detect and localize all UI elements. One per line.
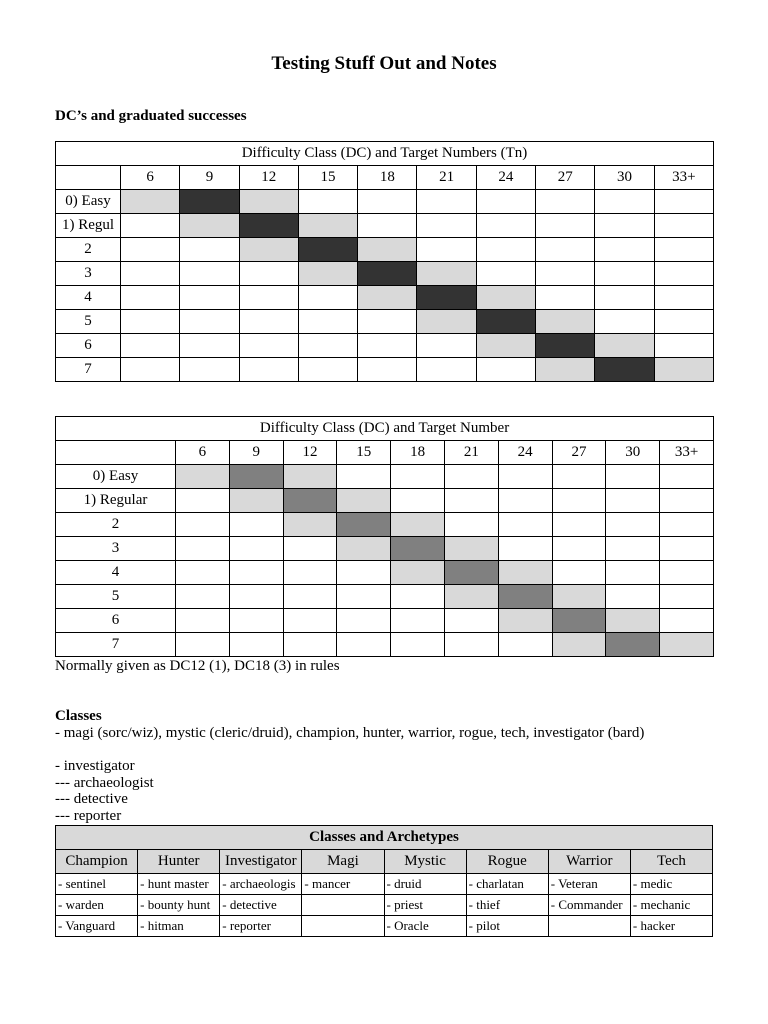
archetype-cell: - Commander <box>548 895 630 916</box>
dc-row-label: 7 <box>56 358 121 382</box>
archetype-cell: - pilot <box>466 916 548 937</box>
dc-row <box>56 238 714 262</box>
dc-row <box>56 585 714 609</box>
dc-cell <box>391 633 445 657</box>
archetype-cell: - reporter <box>220 916 302 937</box>
dc-target-cell <box>358 262 417 286</box>
dc-row-label: 6 <box>56 609 176 633</box>
dc-cell <box>337 633 391 657</box>
archetype-cell: - priest <box>384 895 466 916</box>
dc-cell <box>121 358 180 382</box>
dc-cell <box>417 190 476 214</box>
dc-column-header: 33+ <box>660 441 714 465</box>
dc-cell <box>476 358 535 382</box>
dc-cell <box>391 585 445 609</box>
dc-cell <box>660 537 714 561</box>
dc-cell <box>298 334 357 358</box>
dc-cell <box>239 286 298 310</box>
archetype-cell: - Oracle <box>384 916 466 937</box>
dc-cell <box>660 465 714 489</box>
dc-cell <box>358 310 417 334</box>
dc-column-header: 21 <box>444 441 498 465</box>
classes-list-item: - investigator <box>55 758 135 775</box>
dc-target-cell <box>476 310 535 334</box>
dc-cell <box>121 238 180 262</box>
classes-summary: - magi (sorc/wiz), mystic (cleric/druid), champion, hunter, warrior, rogue, tech, investigator (bard) <box>55 724 645 741</box>
dc-cell <box>444 609 498 633</box>
dc-cell <box>444 513 498 537</box>
dc-cell <box>417 358 476 382</box>
dc-cell <box>444 465 498 489</box>
dc-row-label: 1) Regul <box>56 214 121 238</box>
dc-adjacent-cell <box>476 334 535 358</box>
dc-cell <box>283 585 337 609</box>
dc-table-2-caption: Difficulty Class (DC) and Target Number <box>56 417 714 441</box>
dc-target-cell <box>417 286 476 310</box>
dc-row-label: 0) Easy <box>56 190 121 214</box>
dc-cell <box>498 537 552 561</box>
dc-cell <box>660 585 714 609</box>
classes-list-item: --- archaeologist <box>55 774 154 791</box>
dc-cell <box>444 633 498 657</box>
dc-adjacent-cell <box>239 190 298 214</box>
dc-row-label: 0) Easy <box>56 465 176 489</box>
dc-row-label: 7 <box>56 633 176 657</box>
dc-column-header: 6 <box>176 441 230 465</box>
dc-cell <box>595 286 654 310</box>
archetype-cell: - warden <box>56 895 138 916</box>
archetypes-table <box>55 825 713 937</box>
dc-cell <box>337 585 391 609</box>
dc-cell <box>180 310 239 334</box>
dc-cell <box>595 238 654 262</box>
dc-column-header: 30 <box>606 441 660 465</box>
archetype-cell: - bounty hunt <box>138 895 220 916</box>
archetype-cell: - detective <box>220 895 302 916</box>
dc-cell <box>229 585 283 609</box>
header-corner-cell <box>56 441 176 465</box>
dc-row-label: 3 <box>56 262 121 286</box>
dc-table-1-caption: Difficulty Class (DC) and Target Numbers (Tn) <box>56 142 714 166</box>
dc-column-header: 9 <box>229 441 283 465</box>
dc-adjacent-cell <box>476 286 535 310</box>
dc-cell <box>358 334 417 358</box>
dc-cell <box>229 609 283 633</box>
dc-cell <box>358 190 417 214</box>
dc-target-cell <box>606 633 660 657</box>
dc-cell <box>536 214 595 238</box>
dc-cell <box>229 513 283 537</box>
dc-adjacent-cell <box>606 609 660 633</box>
archetype-class-header: Investigator <box>220 850 302 874</box>
dc-adjacent-cell <box>358 238 417 262</box>
dc-adjacent-cell <box>239 238 298 262</box>
archetype-cell: - thief <box>466 895 548 916</box>
dc-cell <box>660 561 714 585</box>
archetype-cell <box>302 895 384 916</box>
dc-cell <box>417 238 476 262</box>
dc-cell <box>606 513 660 537</box>
dc-adjacent-cell <box>444 585 498 609</box>
dc-column-header: 24 <box>476 166 535 190</box>
archetype-class-header: Mystic <box>384 850 466 874</box>
dc-cell <box>176 489 230 513</box>
dc-cell <box>176 561 230 585</box>
dc-adjacent-cell <box>337 489 391 513</box>
archetype-cell: - archaeologis <box>220 874 302 895</box>
dc-cell <box>239 334 298 358</box>
dc-adjacent-cell <box>417 310 476 334</box>
dc-table-2-header-row <box>56 441 714 465</box>
dc-adjacent-cell <box>298 214 357 238</box>
dc-target-cell <box>180 190 239 214</box>
section-heading: DC’s and graduated successes <box>55 108 247 124</box>
dc-cell <box>176 609 230 633</box>
archetype-cell: - hitman <box>138 916 220 937</box>
dc-cell <box>498 465 552 489</box>
archetype-cell: - mechanic <box>630 895 712 916</box>
dc-adjacent-cell <box>536 358 595 382</box>
dc-adjacent-cell <box>283 465 337 489</box>
archetype-class-header: Champion <box>56 850 138 874</box>
dc-cell <box>391 489 445 513</box>
archetype-class-header: Hunter <box>138 850 220 874</box>
dc-target-cell <box>283 489 337 513</box>
dc-column-header: 30 <box>595 166 654 190</box>
dc-cell <box>536 262 595 286</box>
dc-row-label: 5 <box>56 585 176 609</box>
dc-cell <box>654 286 713 310</box>
dc-adjacent-cell <box>552 585 606 609</box>
dc-cell <box>229 561 283 585</box>
dc-row <box>56 537 714 561</box>
dc-cell <box>536 238 595 262</box>
dc-column-header: 6 <box>121 166 180 190</box>
dc-cell <box>654 190 713 214</box>
archetype-cell: - Vanguard <box>56 916 138 937</box>
dc-target-cell <box>298 238 357 262</box>
dc-target-cell <box>444 561 498 585</box>
dc-adjacent-cell <box>229 489 283 513</box>
dc-adjacent-cell <box>298 262 357 286</box>
dc-table-target-number <box>55 416 714 657</box>
dc-target-cell <box>337 513 391 537</box>
dc-cell <box>176 537 230 561</box>
dc-note: Normally given as DC12 (1), DC18 (3) in rules <box>55 658 340 674</box>
dc-target-cell <box>595 358 654 382</box>
dc-cell <box>552 561 606 585</box>
dc-target-cell <box>391 537 445 561</box>
archetype-cell: - sentinel <box>56 874 138 895</box>
dc-cell <box>337 465 391 489</box>
dc-target-cell <box>498 585 552 609</box>
dc-cell <box>595 262 654 286</box>
classes-section <box>55 708 644 825</box>
dc-row <box>56 334 714 358</box>
dc-target-cell <box>239 214 298 238</box>
dc-adjacent-cell <box>391 513 445 537</box>
dc-cell <box>121 334 180 358</box>
dc-column-header: 21 <box>417 166 476 190</box>
dc-cell <box>298 190 357 214</box>
dc-table-1-header-row <box>56 166 714 190</box>
dc-cell <box>606 561 660 585</box>
dc-column-header: 27 <box>536 166 595 190</box>
dc-cell <box>595 310 654 334</box>
dc-row <box>56 513 714 537</box>
dc-adjacent-cell <box>337 537 391 561</box>
dc-cell <box>654 238 713 262</box>
dc-adjacent-cell <box>498 561 552 585</box>
dc-cell <box>660 513 714 537</box>
dc-row <box>56 262 714 286</box>
dc-cell <box>476 262 535 286</box>
dc-cell <box>654 334 713 358</box>
dc-row-label: 2 <box>56 238 121 262</box>
dc-cell <box>654 310 713 334</box>
dc-cell <box>595 214 654 238</box>
dc-adjacent-cell <box>536 310 595 334</box>
dc-cell <box>229 537 283 561</box>
archetypes-table-caption: Classes and Archetypes <box>56 826 713 850</box>
archetype-row <box>56 895 713 916</box>
dc-row <box>56 310 714 334</box>
dc-cell <box>498 513 552 537</box>
dc-column-header: 33+ <box>654 166 713 190</box>
dc-cell <box>180 262 239 286</box>
dc-column-header: 18 <box>391 441 445 465</box>
dc-row-label: 3 <box>56 537 176 561</box>
dc-column-header: 15 <box>298 166 357 190</box>
dc-cell <box>283 537 337 561</box>
dc-cell <box>536 286 595 310</box>
dc-cell <box>298 286 357 310</box>
dc-row <box>56 358 714 382</box>
dc-adjacent-cell <box>358 286 417 310</box>
dc-cell <box>180 238 239 262</box>
dc-cell <box>121 214 180 238</box>
dc-cell <box>444 489 498 513</box>
archetype-class-header: Magi <box>302 850 384 874</box>
archetype-row <box>56 874 713 895</box>
dc-row-label: 6 <box>56 334 121 358</box>
dc-cell <box>239 358 298 382</box>
dc-cell <box>239 262 298 286</box>
dc-row <box>56 214 714 238</box>
dc-adjacent-cell <box>417 262 476 286</box>
dc-cell <box>552 465 606 489</box>
dc-row-label: 2 <box>56 513 176 537</box>
dc-column-header: 9 <box>180 166 239 190</box>
dc-adjacent-cell <box>180 214 239 238</box>
dc-cell <box>298 358 357 382</box>
dc-cell <box>476 238 535 262</box>
archetype-cell <box>548 916 630 937</box>
dc-cell <box>121 310 180 334</box>
dc-row <box>56 561 714 585</box>
classes-heading: Classes <box>55 708 102 724</box>
dc-column-header: 24 <box>498 441 552 465</box>
dc-adjacent-cell <box>444 537 498 561</box>
dc-cell <box>391 465 445 489</box>
dc-cell <box>552 489 606 513</box>
dc-adjacent-cell <box>498 609 552 633</box>
dc-column-header: 12 <box>239 166 298 190</box>
dc-cell <box>476 190 535 214</box>
classes-list-item: --- reporter <box>55 807 122 824</box>
dc-cell <box>606 537 660 561</box>
dc-cell <box>283 609 337 633</box>
dc-cell <box>660 489 714 513</box>
dc-cell <box>358 358 417 382</box>
dc-row-label: 4 <box>56 561 176 585</box>
archetypes-header-row <box>56 850 713 874</box>
dc-cell <box>536 190 595 214</box>
dc-cell <box>298 310 357 334</box>
dc-table-target-numbers <box>55 141 714 382</box>
archetype-cell: - mancer <box>302 874 384 895</box>
dc-cell <box>552 537 606 561</box>
dc-cell <box>476 214 535 238</box>
dc-cell <box>595 190 654 214</box>
archetype-row <box>56 916 713 937</box>
classes-list-item: --- detective <box>55 791 128 808</box>
dc-cell <box>552 513 606 537</box>
dc-cell <box>358 214 417 238</box>
dc-adjacent-cell <box>660 633 714 657</box>
dc-row <box>56 489 714 513</box>
dc-cell <box>176 633 230 657</box>
dc-cell <box>391 609 445 633</box>
archetype-cell: - medic <box>630 874 712 895</box>
dc-column-header: 18 <box>358 166 417 190</box>
dc-target-cell <box>552 609 606 633</box>
dc-adjacent-cell <box>121 190 180 214</box>
dc-row-label: 5 <box>56 310 121 334</box>
dc-column-header: 27 <box>552 441 606 465</box>
archetype-cell: - charlatan <box>466 874 548 895</box>
dc-adjacent-cell <box>595 334 654 358</box>
archetype-cell: - hacker <box>630 916 712 937</box>
dc-cell <box>176 513 230 537</box>
dc-cell <box>337 609 391 633</box>
dc-cell <box>229 633 283 657</box>
dc-adjacent-cell <box>176 465 230 489</box>
dc-cell <box>121 286 180 310</box>
dc-row-label: 1) Regular <box>56 489 176 513</box>
dc-row <box>56 286 714 310</box>
archetype-class-header: Warrior <box>548 850 630 874</box>
dc-cell <box>180 286 239 310</box>
dc-cell <box>239 310 298 334</box>
archetype-cell <box>302 916 384 937</box>
dc-adjacent-cell <box>654 358 713 382</box>
dc-row <box>56 633 714 657</box>
dc-row-label: 4 <box>56 286 121 310</box>
dc-cell <box>498 633 552 657</box>
dc-adjacent-cell <box>552 633 606 657</box>
dc-row <box>56 609 714 633</box>
dc-cell <box>337 561 391 585</box>
dc-cell <box>180 358 239 382</box>
dc-cell <box>176 585 230 609</box>
dc-column-header: 15 <box>337 441 391 465</box>
dc-cell <box>660 609 714 633</box>
dc-adjacent-cell <box>283 513 337 537</box>
dc-cell <box>180 334 239 358</box>
dc-cell <box>606 465 660 489</box>
archetype-cell: - Veteran <box>548 874 630 895</box>
dc-column-header: 12 <box>283 441 337 465</box>
document-title: Testing Stuff Out and Notes <box>271 53 497 74</box>
dc-target-cell <box>536 334 595 358</box>
dc-cell <box>283 633 337 657</box>
archetype-class-header: Rogue <box>466 850 548 874</box>
dc-cell <box>606 489 660 513</box>
dc-cell <box>283 561 337 585</box>
dc-cell <box>121 262 180 286</box>
dc-target-cell <box>229 465 283 489</box>
dc-row <box>56 190 714 214</box>
header-corner-cell <box>56 166 121 190</box>
dc-cell <box>654 262 713 286</box>
archetype-class-header: Tech <box>630 850 712 874</box>
dc-adjacent-cell <box>391 561 445 585</box>
dc-row <box>56 465 714 489</box>
archetype-cell: - druid <box>384 874 466 895</box>
dc-cell <box>417 334 476 358</box>
dc-cell <box>498 489 552 513</box>
archetype-cell: - hunt master <box>138 874 220 895</box>
dc-cell <box>654 214 713 238</box>
dc-cell <box>606 585 660 609</box>
dc-cell <box>417 214 476 238</box>
